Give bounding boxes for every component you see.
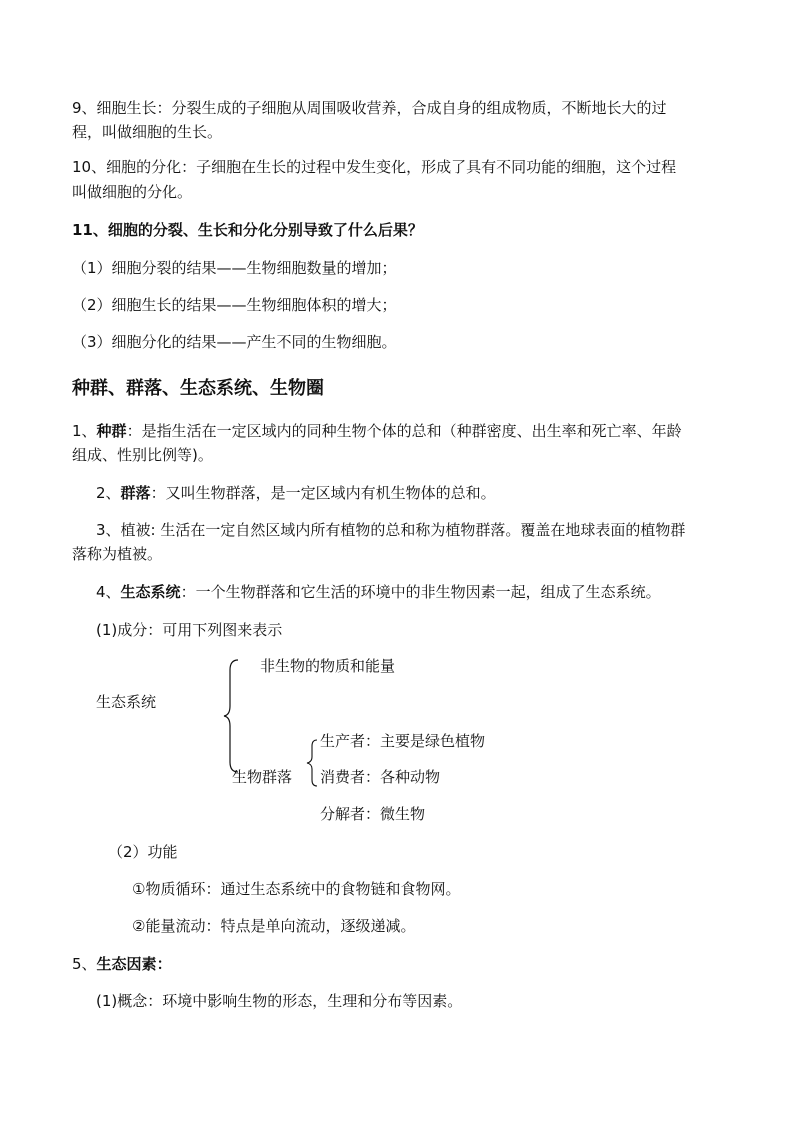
function-energy-flow: ②能量流动：特点是单向流动，逐级递减。 xyxy=(132,917,416,935)
diagram-community: 生物群落 xyxy=(232,768,293,786)
ecosystem-text: ：一个生物群落和它生活的环境中的非生物因素一起，组成了生态系统。 xyxy=(180,583,661,601)
vegetation-definition-line-1: 3、植被: 生活在一定自然区域内所有植物的总和称为植物群落。覆盖在地球表面的植物群 xyxy=(96,521,686,539)
item-11-question: 11、细胞的分裂、生长和分化分别导致了什么后果？ xyxy=(72,221,423,239)
ecological-factors-prefix: 5、 xyxy=(72,955,97,973)
ecological-factors-colon: ： xyxy=(156,955,172,973)
population-prefix: 1、 xyxy=(72,422,97,440)
ecological-factors-term: 生态因素 xyxy=(96,955,157,973)
ecosystem-prefix: 4、 xyxy=(96,583,121,601)
item-11-result-2: （2）细胞生长的结果——生物细胞体积的增大； xyxy=(72,296,397,314)
item-9-line-1: 9、细胞生长：分裂生成的子细胞从周围吸收营养，合成自身的组成物质，不断地长大的过 xyxy=(72,99,667,117)
vegetation-definition-line-2: 落称为植被。 xyxy=(72,545,163,563)
function-material-cycle: ①物质循环：通过生态系统中的食物链和食物网。 xyxy=(132,880,461,898)
item-11-result-3: （3）细胞分化的结果——产生不同的生物细胞。 xyxy=(72,333,397,351)
ecosystem-term: 生态系统 xyxy=(120,583,181,601)
function-label: （2）功能 xyxy=(108,843,178,861)
item-10-line-2: 叫做细胞的分化。 xyxy=(72,183,193,201)
population-text: ：是指生活在一定区域内的同种生物个体的总和（种群密度、出生率和死亡率、年龄 xyxy=(126,422,682,440)
community-prefix: 2、 xyxy=(96,484,121,502)
diagram-consumer: 消费者：各种动物 xyxy=(320,768,441,786)
item-9-line-2: 程，叫做细胞的生长。 xyxy=(72,123,223,141)
item-10-line-1: 10、细胞的分化：子细胞在生长的过程中发生变化，形成了具有不同功能的细胞，这个过程 xyxy=(72,158,677,176)
item-11-result-1: （1）细胞分裂的结果——生物细胞数量的增加； xyxy=(72,259,397,277)
ecological-factors-heading xyxy=(72,953,172,975)
diagram-producer: 生产者：主要是绿色植物 xyxy=(320,732,486,750)
diagram-decomposer: 分解者：微生物 xyxy=(320,805,426,823)
community-definition xyxy=(96,482,496,504)
composition-label: (1)成分：可用下列图来表示 xyxy=(96,621,283,639)
inner-brace xyxy=(304,738,320,788)
outer-brace xyxy=(222,658,242,774)
population-definition-line-2: 组成、性别比例等)。 xyxy=(72,446,213,464)
diagram-abiotic: 非生物的物质和能量 xyxy=(260,657,396,675)
community-text: ：又叫生物群落，是一定区域内有机生物体的总和。 xyxy=(150,484,496,502)
diagram-root-ecosystem: 生态系统 xyxy=(96,693,157,711)
ecological-factors-concept: (1)概念：环境中影响生物的形态，生理和分布等因素。 xyxy=(96,992,463,1010)
population-term: 种群 xyxy=(96,422,127,440)
community-term: 群落 xyxy=(120,484,151,502)
population-definition-line-1 xyxy=(72,420,682,442)
section-heading: 种群、群落、生态系统、生物圈 xyxy=(72,378,324,399)
ecosystem-definition xyxy=(96,581,661,603)
